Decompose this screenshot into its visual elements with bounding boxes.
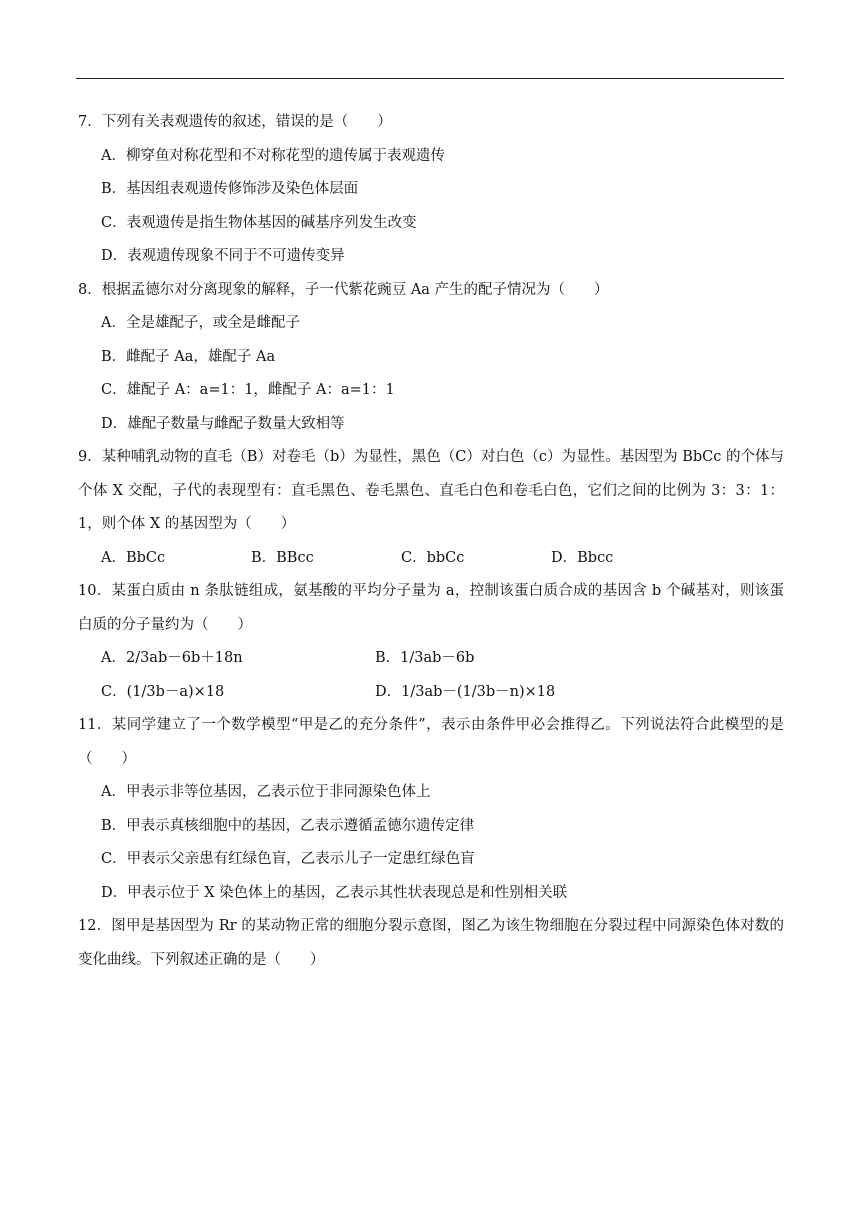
option-c: C．表观遗传是指生物体基因的碱基序列发生改变 <box>101 214 417 231</box>
question-stem: 12．图甲是基因型为 Rr 的某动物正常的细胞分裂示意图，图乙为该生物细胞在分裂过程中同源染色体对数的变化曲线。下列叙述正确的是（ ） <box>78 918 784 968</box>
question-stem: 9．某种哺乳动物的直毛（B）对卷毛（b）为显性，黑色（C）对白色（c）为显性。基因型为 BbCc 的个体与个体 X 交配，子代的表现型有：直毛黑色、卷毛黑色、直毛白色和卷毛白色，它们之间的比例为 3：3：1：1，则个体 X 的基因型为（ ） <box>78 449 784 532</box>
option-list <box>78 776 784 910</box>
option-a: A．甲表示非等位基因，乙表示位于非同源染色体上 <box>101 784 431 800</box>
option-c: C．甲表示父亲患有红绿色盲，乙表示儿子一定患红绿色盲 <box>101 851 475 867</box>
option-b: B．雌配子 Aa，雄配子 Aa <box>101 348 276 365</box>
question-12 <box>78 910 784 977</box>
option-d: D．表观遗传现象不同于不可遗传变异 <box>101 248 345 264</box>
option-d: D．1/3ab－(1/3b－n)×18 <box>375 683 556 700</box>
option-list <box>78 140 784 274</box>
option-b: B．1/3ab－6b <box>375 650 475 666</box>
option-c: C．bbCc <box>401 549 465 566</box>
question-10 <box>78 575 784 709</box>
option-c: C．(1/3b－a)×18 <box>101 683 225 700</box>
question-stem: 11．某同学建立了一个数学模型“甲是乙的充分条件”，表示由条件甲必会推得乙。下列说法符合此模型的是（ ） <box>78 717 784 767</box>
question-stem: 8．根据孟德尔对分离现象的解释，子一代紫花豌豆 Aa 产生的配子情况为（ ） <box>78 281 609 298</box>
option-b: B．BBcc <box>251 549 314 566</box>
option-d: D．Bbcc <box>551 549 614 566</box>
question-list <box>78 106 784 977</box>
question-11 <box>78 709 784 910</box>
option-d: D．雄配子数量与雌配子数量大致相等 <box>101 415 345 432</box>
option-b: B．甲表示真核细胞中的基因，乙表示遵循孟德尔遗传定律 <box>101 817 475 834</box>
question-stem: 10．某蛋白质由 n 条肽链组成，氨基酸的平均分子量为 a，控制该蛋白质合成的基因含 b 个碱基对，则该蛋白质的分子量约为（ ） <box>78 583 784 633</box>
option-list <box>78 307 784 441</box>
option-d: D．甲表示位于 X 染色体上的基因，乙表示其性状表现总是和性别相关联 <box>101 884 568 901</box>
question-8 <box>78 274 784 442</box>
header-rule <box>76 78 784 79</box>
option-b: B．基因组表观遗传修饰涉及染色体层面 <box>101 181 359 197</box>
option-a: A．BbCc <box>101 549 166 566</box>
question-9 <box>78 441 784 575</box>
option-list <box>78 542 784 576</box>
option-a: A．2/3ab－6b＋18n <box>101 650 243 666</box>
option-c: C．雄配子 A：a=1：1，雌配子 A：a=1：1 <box>101 382 395 398</box>
option-a: A．柳穿鱼对称花型和不对称花型的遗传属于表观遗传 <box>101 147 445 164</box>
question-stem: 7．下列有关表观遗传的叙述，错误的是（ ） <box>78 114 392 130</box>
question-7 <box>78 106 784 274</box>
option-a: A．全是雄配子，或全是雌配子 <box>101 315 300 331</box>
option-list <box>78 642 784 709</box>
